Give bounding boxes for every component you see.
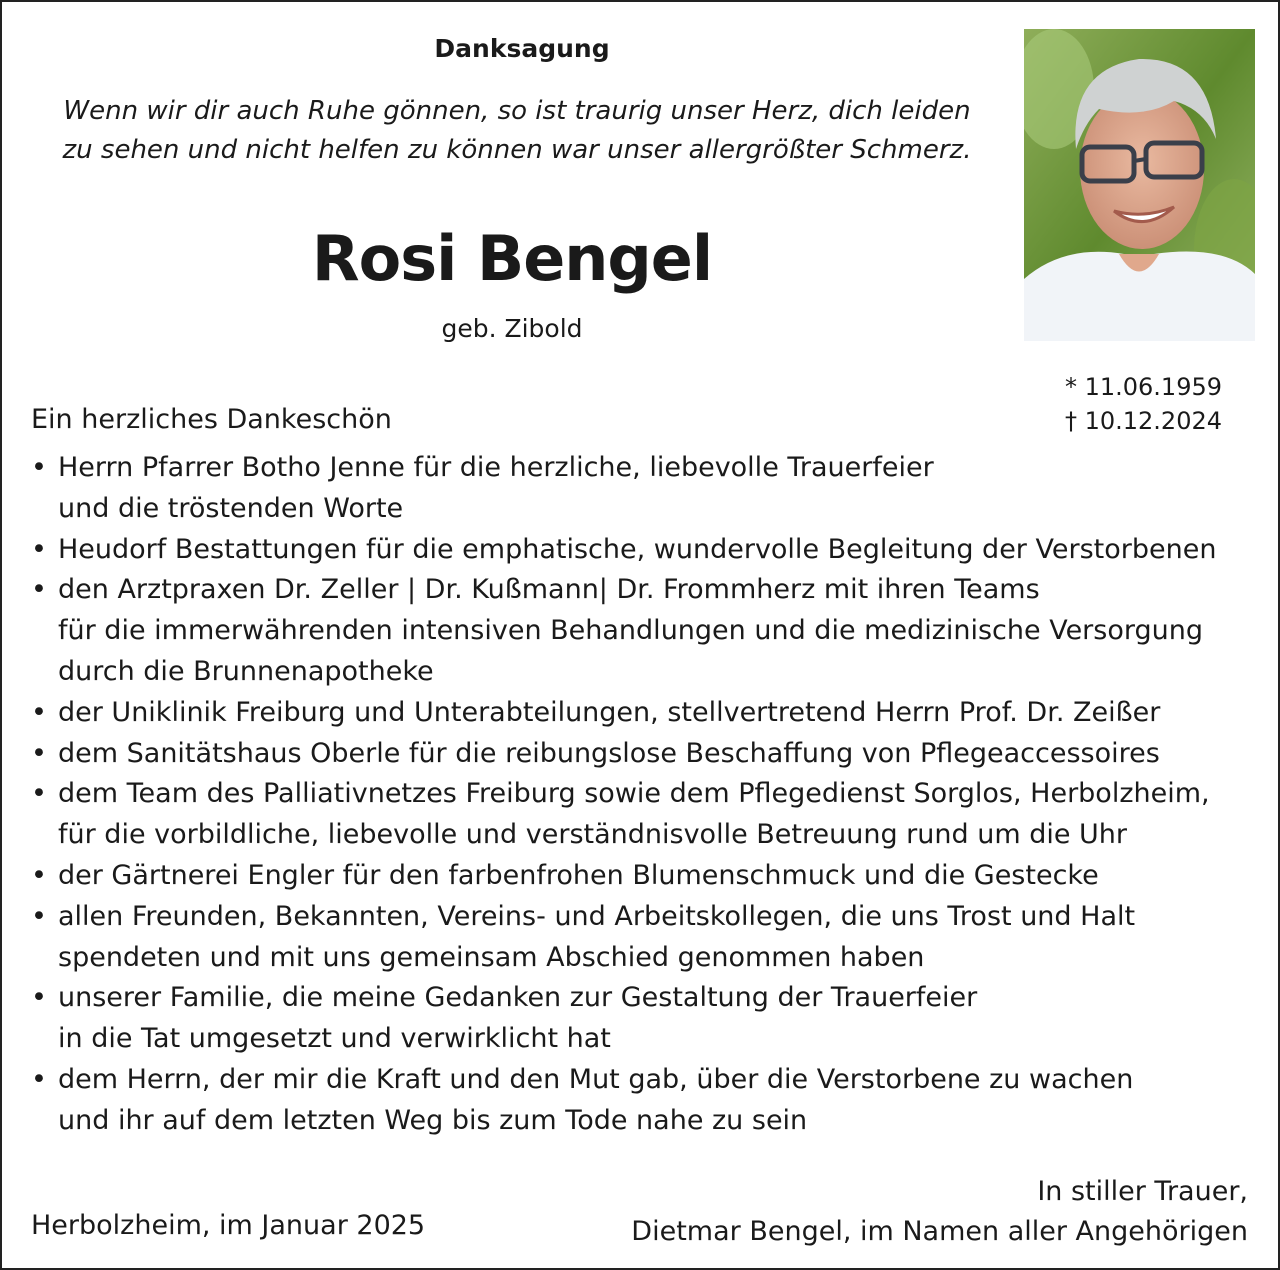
list-item [31,448,1261,530]
list-item-line: • den Arztpraxen Dr. Zeller | Dr. Kußmann| Dr. Frommherz mit ihren Teams [58,574,1040,606]
death-date: † 10.12.2024 [1064,407,1222,435]
signature-block [631,1172,1248,1252]
mourning-line: In stiller Trauer, [1037,1176,1248,1207]
verse-line: Wenn wir dir auch Ruhe gönnen, so ist traurig unser Herz, dich leiden [63,96,971,126]
deceased-name: Rosi Bengel [311,222,713,295]
birth-date: * 11.06.1959 [1064,373,1222,401]
list-item-line: • dem Team des Palliativnetzes Freiburg sowie dem Pflegedienst Sorglos, Herbolzheim, [58,778,1210,810]
list-item-line: • Heudorf Bestattungen für die emphatische, wundervolle Begleitung der Verstorbenen [58,533,1217,565]
list-item [31,734,1261,775]
list-item [31,897,1261,979]
list-item-line: durch die Brunnenapotheke [58,655,434,687]
list-item-line: und die tröstenden Worte [58,492,404,524]
list-item-line: • unserer Familie, die meine Gedanken zur Gestaltung der Trauerfeier [58,982,978,1014]
list-item [31,1060,1261,1142]
list-item-line: • Herrn Pfarrer Botho Jenne für die herzliche, liebevolle Trauerfeier [58,452,934,483]
list-item [31,530,1261,571]
list-item-line: und ihr auf dem letzten Weg bis zum Tode nahe zu sein [58,1104,808,1136]
thanks-intro: Ein herzliches Dankeschön [31,404,392,435]
list-item [31,978,1261,1060]
list-item-line: für die vorbildliche, liebevolle und verständnisvolle Betreuung rund um die Uhr [58,819,1128,851]
life-dates [1052,370,1222,438]
portrait-photo [1024,29,1255,341]
born-name: geb. Zibold [441,314,583,343]
list-item-line: in die Tat umgesetzt und verwirklicht hat [58,1023,611,1055]
list-item [31,856,1261,897]
place-date: Herbolzheim, im Januar 2025 [31,1210,426,1241]
verse-line: zu sehen und nicht helfen zu können war unser allergrößter Schmerz. [62,135,972,165]
list-item-line: • der Gärtnerei Engler für den farbenfrohen Blumenschmuck und die Gestecke [58,859,1099,891]
verse [22,92,1012,170]
list-item [31,774,1261,856]
list-item-line: spendeten und mit uns gemeinsam Abschied genommen haben [58,941,925,973]
list-item-line: • allen Freunden, Bekannten, Vereins- und Arbeitskollegen, die uns Trost und Halt [58,900,1136,932]
signature-line: Dietmar Bengel, im Namen aller Angehörigen [631,1216,1248,1247]
thanks-list [31,448,1261,1142]
heading: Danksagung [434,34,610,63]
list-item [31,570,1261,692]
list-item-line: • der Uniklinik Freiburg und Unterabteilungen, stellvertretend Herrn Prof. Dr. Zeißer [58,696,1161,728]
list-item-line: • dem Sanitätshaus Oberle für die reibungslose Beschaffung von Pflegeaccessoires [58,737,1160,769]
list-item [31,693,1261,734]
list-item-line: • dem Herrn, der mir die Kraft und den Mut gab, über die Verstorbene zu wachen [58,1063,1134,1095]
list-item-line: für die immerwährenden intensiven Behandlungen und die medizinische Versorgung [58,615,1203,647]
